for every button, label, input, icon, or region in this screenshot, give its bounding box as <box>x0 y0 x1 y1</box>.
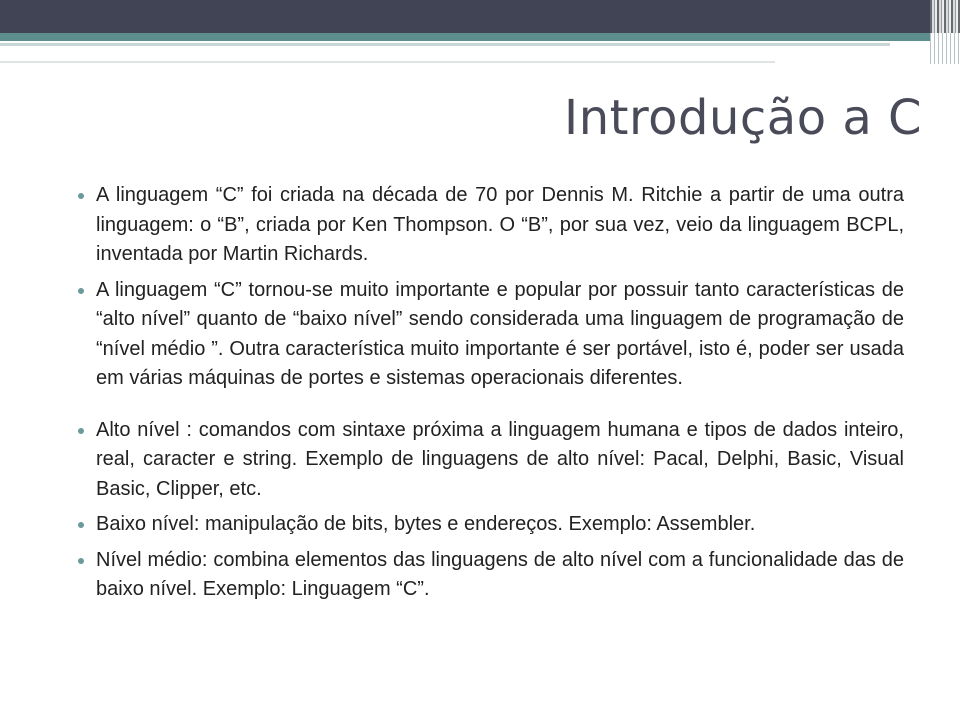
header-decoration <box>0 0 960 50</box>
bullet-text: A linguagem “C” foi criada na década de 70 por Dennis M. Ritchie a partir de uma outra linguagem: o “B”, criada por Ken Thompson. O “B”, por sua vez, veio da linguagem BCPL, inventada por Martin Richards. <box>96 184 904 265</box>
bullet-text: Baixo nível: manipulação de bits, bytes e endereços. Exemplo: Assembler. <box>96 513 756 535</box>
bullet-list <box>78 181 904 611</box>
header-teal-bar <box>0 33 960 41</box>
bullet-dot-icon <box>78 288 84 294</box>
bullet-text: A linguagem “C” tornou-se muito importante e popular por possuir tanto características de “alto nível” quanto de “baixo nível” sendo considerada uma linguagem de programação de “nível médio ”. Outra característica muito importante é ser portável, isto é, poder ser usada em várias máquinas de portes e sistemas operacionais diferentes. <box>96 278 904 389</box>
bullet-text: Alto nível : comandos com sintaxe próxima a linguagem humana e tipos de dados inteiro, real, caracter e string. Exemplo de linguagens de alto nível: Pacal, Delphi, Basic, Visual Basic, Clipper, etc. <box>96 418 904 500</box>
bullet-item-importance <box>78 276 904 394</box>
bullet-dot-icon <box>78 522 84 528</box>
bullet-text: Nível médio: combina elementos das linguagens de alto nível com a funcionalidade das de baixo nível. Exemplo: Linguagem “C”. <box>96 548 904 600</box>
header-stripes-light <box>930 33 960 64</box>
bullet-dot-icon <box>78 558 84 564</box>
bullet-dot-icon <box>78 428 84 434</box>
bullet-item-alto-nivel <box>78 416 904 505</box>
header-thin-line-2 <box>0 61 775 63</box>
header-thin-line <box>0 43 890 46</box>
bullet-dot-icon <box>78 193 84 199</box>
bullet-item-history <box>78 181 904 270</box>
bullet-item-nivel-medio <box>78 546 904 605</box>
header-dark-bar <box>0 0 960 33</box>
slide-title: Introdução a C <box>564 90 922 146</box>
bullet-item-baixo-nivel <box>78 510 904 540</box>
